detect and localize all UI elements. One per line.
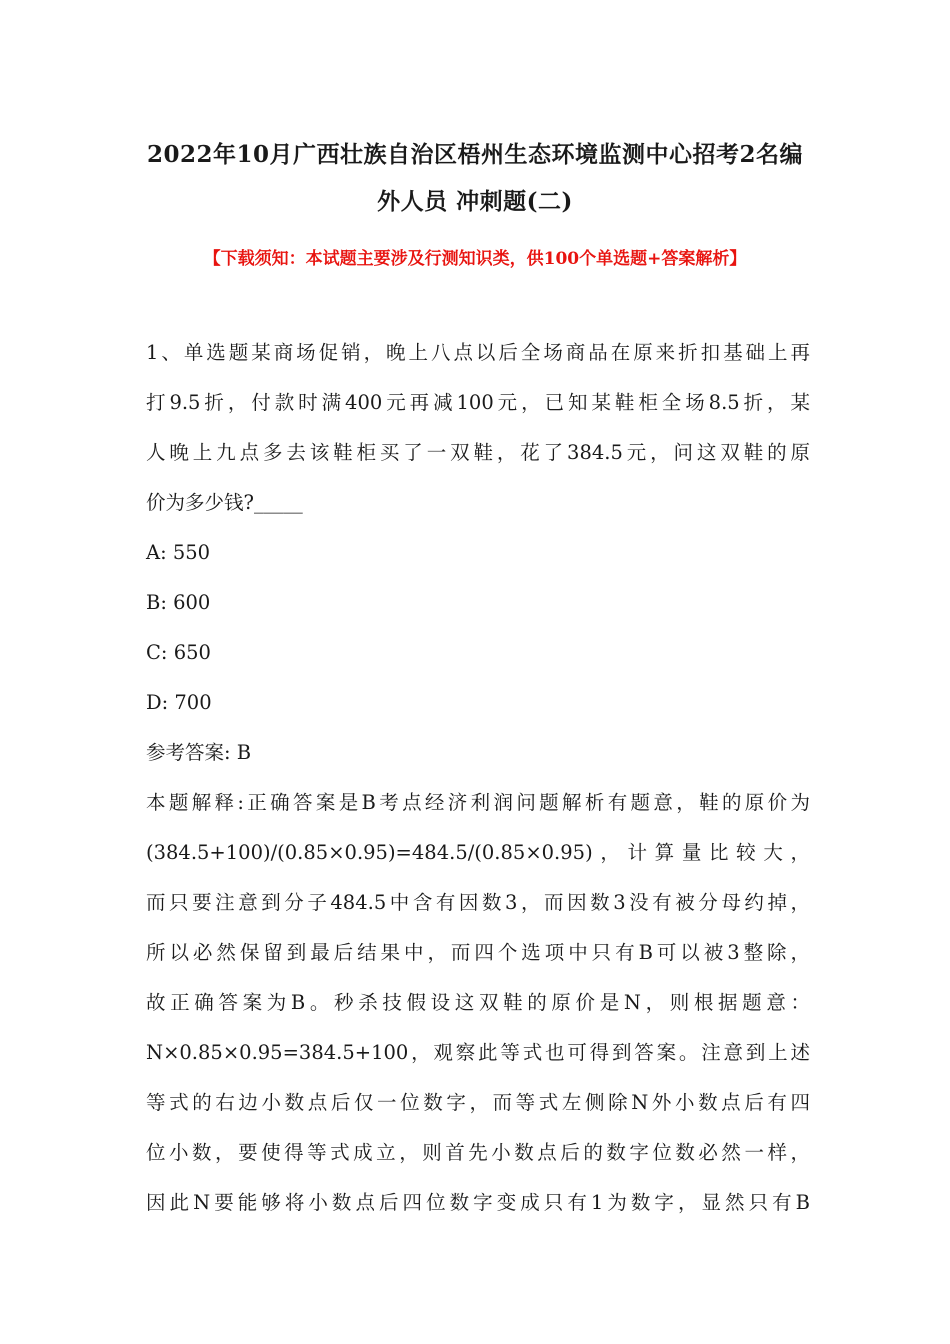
question-text-line: 打9.5折，付款时满400元再减100元，已知某鞋柜全场8.5折，某 <box>146 391 810 414</box>
explanation-line: 所以必然保留到最后结果中，而四个选项中只有B可以被3整除， <box>146 941 810 964</box>
question-text-line: 1、单选题某商场促销，晚上八点以后全场商品在原来折扣基础上再 <box>146 341 810 364</box>
option-b: B: 600 <box>146 591 211 614</box>
explanation-line: 而只要注意到分子484.5中含有因数3，而因数3没有被分母约掉， <box>146 891 810 914</box>
option-c: C: 650 <box>146 641 211 664</box>
explanation-line: 故正确答案为B。秒杀技假设这双鞋的原价是N，则根据题意： <box>146 991 810 1014</box>
explanation-line: (384.5+100)/(0.85×0.95)=484.5/(0.85×0.95)，计算量比较大， <box>146 841 810 864</box>
question-text-line: 人晚上九点多去该鞋柜买了一双鞋，花了384.5元，问这双鞋的原 <box>146 441 810 464</box>
document-title-line-1: 2022年10月广西壮族自治区梧州生态环境监测中心招考2名编 <box>146 141 804 168</box>
question-text-line: 价为多少钱?_____ <box>146 491 303 514</box>
explanation-line: 位小数，要使得等式成立，则首先小数点后的数字位数必然一样， <box>146 1141 810 1164</box>
document-title-line-2: 外人员 冲刺题(二) <box>377 188 573 215</box>
reference-answer: 参考答案: B <box>146 741 252 764</box>
download-notice: 【下载须知：本试题主要涉及行测知识类，供100个单选题+答案解析】 <box>203 249 747 269</box>
explanation-line: 因此N要能够将小数点后四位数字变成只有1为数字，显然只有B <box>146 1191 810 1214</box>
explanation-line: 等式的右边小数点后仅一位数字，而等式左侧除N外小数点后有四 <box>146 1091 810 1114</box>
explanation-line: 本题解释:正确答案是B考点经济利润问题解析有题意，鞋的原价为 <box>146 791 810 814</box>
option-a: A: 550 <box>146 541 211 564</box>
explanation-line: N×0.85×0.95=384.5+100，观察此等式也可得到答案。注意到上述 <box>146 1041 810 1064</box>
option-d: D: 700 <box>146 691 212 714</box>
